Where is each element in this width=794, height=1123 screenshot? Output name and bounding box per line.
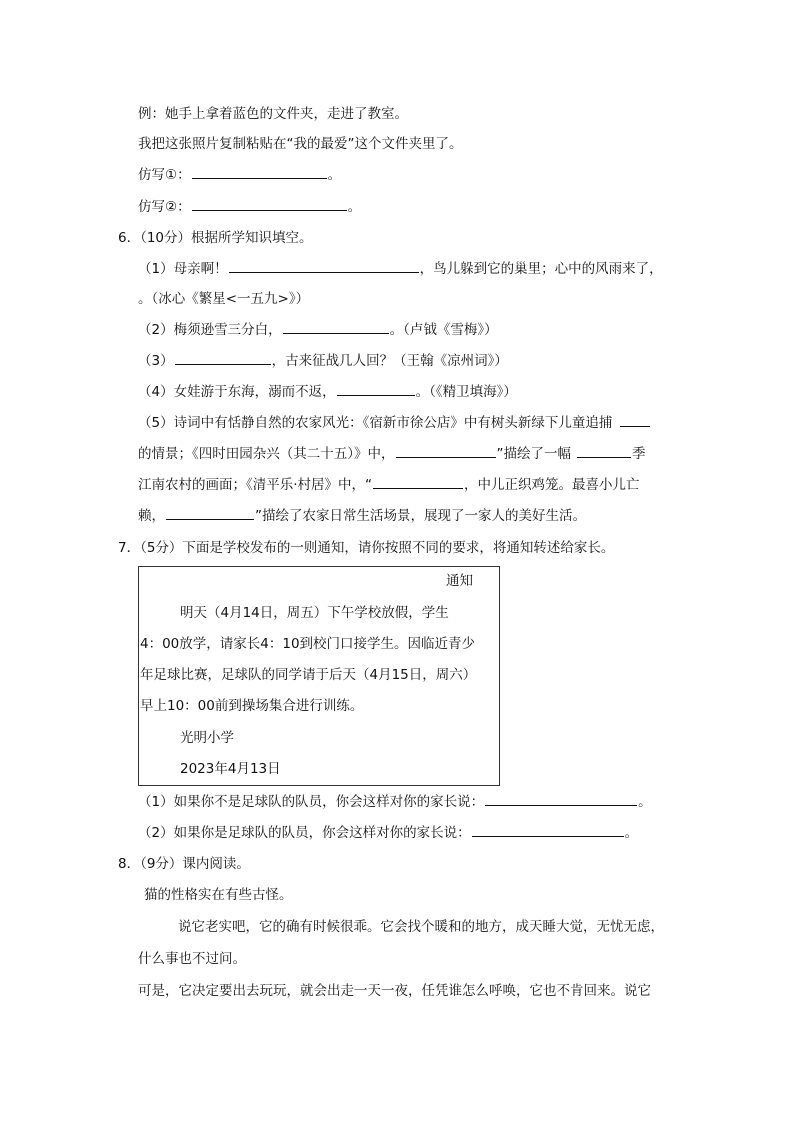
imitate-2-line	[138, 198, 361, 216]
q6-item2-a: （2）梅须逊雪三分白，	[138, 322, 282, 338]
q7-sub2-blank[interactable]	[472, 824, 624, 837]
q6-item4-line	[138, 383, 517, 401]
q6-item5-line2	[138, 445, 646, 463]
q6-item5-d: 季	[632, 446, 646, 462]
notice-line-2: 4：00放学，请家长4：10到校门口接学生。因临近青少	[140, 636, 476, 652]
q6-item5-blank1[interactable]	[620, 414, 650, 427]
q6-item5-a: （5）诗词中有恬静自然的农家风光：《宿新市徐公店》中有树头新绿下儿童追捕	[138, 415, 613, 431]
imitate-2-prefix: 仿写②：	[138, 199, 191, 215]
q8-paragraph-2b: 什么事也不过问。	[138, 951, 246, 967]
q6-item4-blank[interactable]	[337, 383, 415, 396]
q7-sub1-line	[138, 793, 652, 811]
q6-item2-blank[interactable]	[283, 321, 389, 334]
q6-item5-b: 的情景；《四时田园杂兴（其二十五）》中，	[138, 446, 395, 462]
q7-sub2-line	[138, 824, 638, 842]
q6-item5-line3	[138, 476, 640, 494]
q8-paragraph-2a: 说它老实吧，它的确有时候很乖。它会找个暖和的地方，成天睡大觉，无忧无虑，	[178, 919, 664, 935]
q7-header: 7．（5分）下面是学校发布的一则通知，请你按照不同的要求，将通知转述给家长。	[118, 540, 615, 556]
q6-item3-a: （3）	[138, 353, 174, 369]
imitate-1-end: 。	[327, 167, 342, 183]
q6-item5-f: ，中儿正织鸡笼。最喜小儿亡	[464, 477, 640, 493]
imitate-1-blank[interactable]	[192, 166, 327, 179]
q6-item4-b: 。（《精卫填海》）	[415, 384, 517, 400]
imitate-1-prefix: 仿写①：	[138, 167, 191, 183]
q6-item1-blank[interactable]	[229, 260, 419, 273]
q6-item3-b: ，古来征战几人回？（王翰《凉州词》）	[271, 353, 508, 369]
imitate-2-end: 。	[347, 199, 362, 215]
q6-item3-blank[interactable]	[175, 352, 271, 365]
q6-item5-c: ”描绘了一幅	[496, 446, 571, 462]
notice-line-4: 早上10：00前到操场集合进行训练。	[140, 698, 364, 714]
q7-sub2-end: 。	[624, 825, 639, 841]
q6-item1-b: ，鸟儿躲到它的巢里；心中的风雨来了，	[419, 261, 663, 277]
q6-item2-line	[138, 321, 498, 339]
imitate-2-blank[interactable]	[192, 198, 347, 211]
q6-item1-a: （1）母亲啊！	[138, 261, 228, 277]
q7-sub2-text: （2）如果你是足球队的队员，你会这样对你的家长说：	[138, 825, 471, 841]
q6-item2-b: 。（卢钺《雪梅》）	[389, 322, 498, 338]
q6-item5-line4	[138, 507, 586, 525]
q7-sub1-end: 。	[638, 794, 652, 810]
q6-item1-line	[138, 260, 663, 278]
q6-item5-blank5[interactable]	[166, 507, 254, 520]
q6-item3-line	[138, 352, 508, 370]
q6-item5-line1	[138, 414, 651, 432]
q6-item5-g: 赖，	[138, 508, 165, 524]
example-label: 例：她手上拿着蓝色的文件夹，走进了教室。	[138, 106, 408, 122]
q7-sub1-text: （1）如果你不是足球队的队员，你会这样对你的家长说：	[138, 794, 485, 810]
notice-line-1: 明天（4月14日，周五）下午学校放假，学生	[180, 605, 449, 621]
notice-signer: 光明小学	[180, 730, 234, 746]
q8-header: 8．（9分）课内阅读。	[118, 856, 250, 872]
q6-item5-h: ”描绘了农家日常生活场景，展现了一家人的美好生活。	[255, 508, 586, 524]
q6-item4-a: （4）女娃游于东海，溺而不返，	[138, 384, 336, 400]
q6-header: 6．（10分）根据所学知识填空。	[118, 230, 313, 246]
q7-sub1-blank[interactable]	[485, 793, 637, 806]
notice-date: 2023年4月13日	[180, 761, 281, 777]
example-sentence: 我把这张照片复制粘贴在“我的最爱”这个文件夹里了。	[138, 136, 463, 152]
q6-item5-e: 江南农村的画面；《清平乐·村居》中，“	[138, 477, 373, 493]
q8-paragraph-1: 猫的性格实在有些古怪。	[144, 887, 293, 903]
notice-title: 通知	[446, 573, 473, 589]
q6-item5-blank3[interactable]	[577, 445, 631, 458]
notice-line-3: 年足球比赛，足球队的同学请于后天（4月15日，周六）	[140, 667, 477, 683]
imitate-1-line	[138, 166, 341, 184]
q8-paragraph-3: 可是，它决定要出去玩玩，就会出走一天一夜，任凭谁怎么呼唤，它也不肯回来。说它	[138, 983, 651, 999]
q6-item5-blank2[interactable]	[396, 445, 496, 458]
q6-item5-blank4[interactable]	[373, 476, 463, 489]
q6-item1-c: 。（冰心《繁星<一五九>》）	[138, 291, 310, 307]
